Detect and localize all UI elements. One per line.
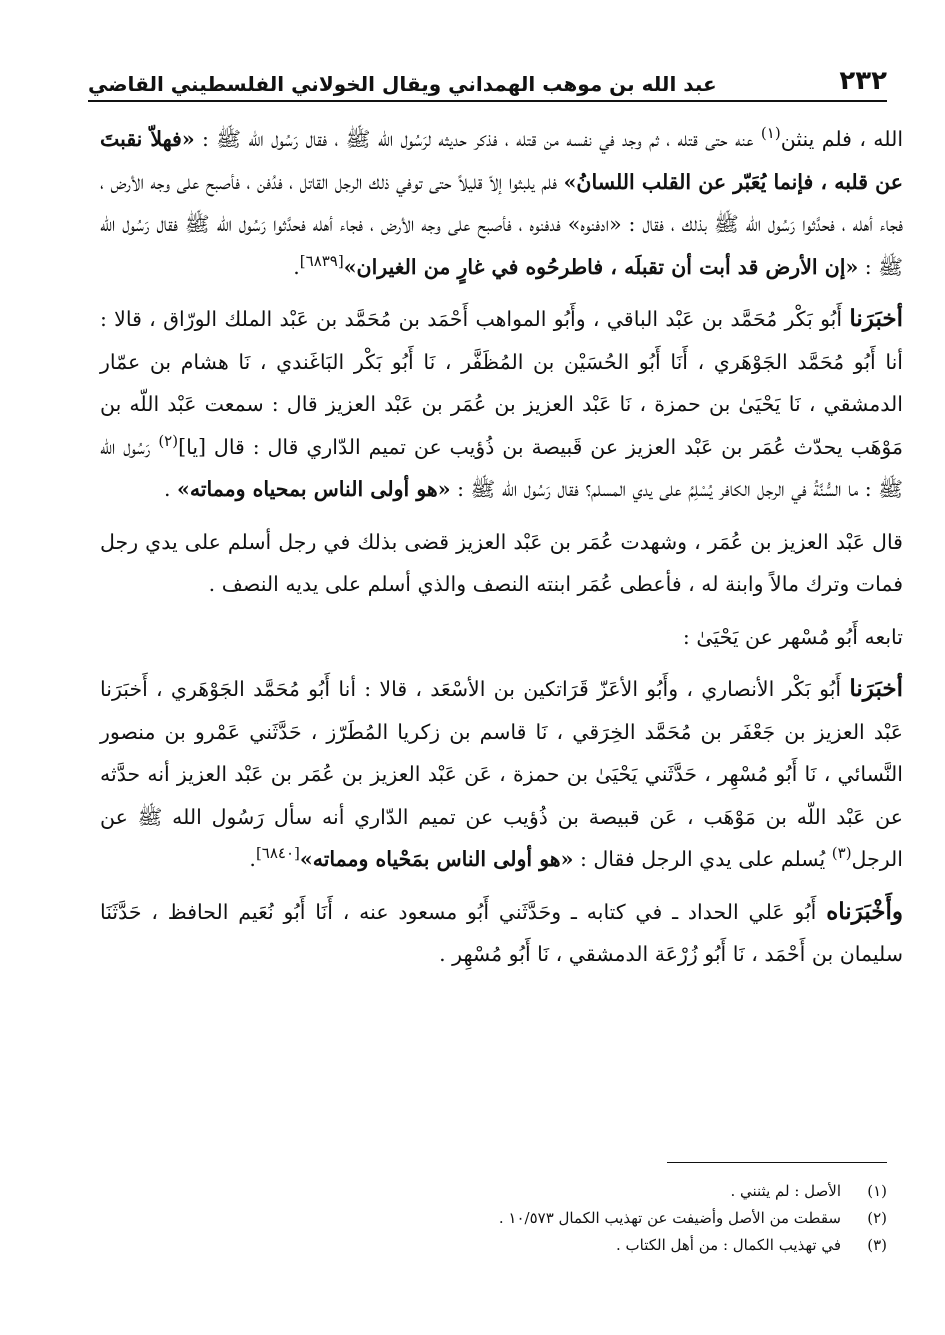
text-run: أَبُو بَكْر الأنصاري ، وأَبُو الأعَزّ قَرَاتكين بن الأسْعَد ، قالا : أنا أَبُو مُحَمَّد الجَوْهَري ، أَخبَرَنا عَبْد العزيز بن جَعْفَر بن مُحَمَّد الخِرَقي ، نَا قاسم بن زكريا المُطَرّز ، حَدَّثَني عَمْرو بن منصور النَّسائي ، نَا أَبُو مُسْهِر ، حَدَّثَني يَحْيَىٰ بن حمزة ، عَن عَبْد العزيز بن عُمَر بن عَبْد العزيز أنه حدَّثه عن عَبْد اللّه بن مَوْهَب ، عَن قبيصة بن ذُؤيب عن تميم الدّاري أنه سأل رَسُول الله ﷺ عن الرجل: [100, 677, 903, 871]
footnote-number: (٢): [867, 1209, 887, 1227]
page-number: ٢٣٢: [839, 66, 887, 96]
footnote: [100, 1178, 887, 1205]
paragraph: [100, 521, 903, 606]
footnote: [100, 1232, 887, 1259]
text-run: أَبُو بَكْر مُحَمَّد بن عَبْد الباقي ، وأَبُو المواهب أَحْمَد بن مُحَمَّد بن عَبْد الملك الورّاق ، قالا : أنا أَبُو مُحَمَّد الجَوْهَري ، أَنَا أَبُو الحُسَيْن بن المُظَفَّر ، نَا أَبُو بَكْر البَاغَندي ، نَا هشام بن عمّار الدمشقي ، نَا يَحْيَىٰ بن حمزة ، نَا عَبْد العزيز بن عُمَر بن عَبْد العزيز قال : سمعت عَبْد اللّه بن مَوْهَب يحدّث عُمَر بن عَبْد العزيز عن قَبيصة بن ذُؤيب عن تميم الدّاري قال : قال [يا]: [100, 307, 903, 459]
paragraph: [100, 118, 903, 288]
footnote-text: الأصل : لم يثنني .: [730, 1182, 841, 1200]
hadith-quote: «هو أولى الناس بمَحْياه ومماته»: [299, 847, 574, 871]
hadith-quote: «هو أولى الناس بمحياه ومماته»: [177, 477, 451, 501]
text-run: رَسُول الله ﷺ : ما السُّنَّةُ في الرجل الكافر يُسْلِمُ على يدي المسلم؟ فقال رَسُول الله ﷺ :: [100, 434, 903, 501]
text-run: عنه حتى قتله ، ثم وجد في نفسه من قتله ، فذكر حديثه لرَسُول الله ﷺ ، فقال رَسُول الله ﷺ :: [194, 127, 761, 151]
narration-keyword: أخبَرَنا: [849, 305, 903, 332]
hadith-quote: «إن الأرض قد أبت أن تقبلَه ، فاطرحُوه في غارٍ من الغيران»: [343, 254, 859, 279]
text-run: يُسلم على يدي الرجل فقال :: [573, 847, 832, 871]
page-header: [88, 52, 887, 102]
narration-keyword: وأَخْبَرَناه: [826, 897, 903, 925]
reference-marker: (٢): [158, 431, 179, 450]
reference-marker: [٦٨٤٠]: [255, 844, 300, 863]
text-run: الله ، فلم ينثن: [780, 127, 904, 151]
main-text: [100, 118, 903, 986]
running-title: عبد الله بن موهب الهمداني ويقال الخولاني الفلسطيني القاضي: [88, 72, 717, 96]
text-run: قال عَبْد العزيز بن عُمَر ، وشهدت عُمَر بن عَبْد العزيز قضى بذلك في رجل أسلم على يدي رجل فمات وترك مالاً وابنة له ، فأعطى عُمَر ابنته النصف والذي أسلم على يديه النصف .: [100, 529, 903, 596]
text-run: أَبُو عَلي الحداد ـ في كتابه ـ وحَدَّثَني أَبُو مسعود عنه ، أَنَا أَبُو نُعَيم الحافظ ، حَدَّثَنَا سليمان بن أَحْمَد ، نَا أَبُو زُرْعَة الدمشقي ، نَا أَبُو مُسْهِر .: [100, 899, 903, 966]
footnote-number: (١): [867, 1182, 887, 1200]
reference-marker: [٦٨٣٩]: [299, 251, 344, 270]
paragraph: [100, 668, 903, 881]
paragraph: [100, 891, 903, 976]
text-run: فلم يلبثوا إلاّ قليلاً حتى توفي ذلك الرجل القاتل ، فدُفن ، فأصبح على وجه الأرض ، فجاء أهله ، فحدَّثوا رَسُول الله ﷺ بذلك ، فقال : «ادفنوه» فدفنوه ، فأصبح على وجه الأرض ، فجاء أهله فحدَّثوا رَسُول الله ﷺ فقال رَسُول الله ﷺ :: [100, 169, 903, 279]
footnote: [100, 1205, 887, 1232]
footnote-separator: [667, 1162, 887, 1163]
paragraph: [100, 298, 903, 511]
footnotes: [100, 1178, 887, 1259]
text-run: .: [293, 254, 300, 279]
footnote-text: في تهذيب الكمال : من أهل الكتاب .: [615, 1236, 841, 1254]
paragraph: [100, 616, 903, 659]
footnote-text: سقطت من الأصل وأضيفت عن تهذيب الكمال ١٠/٥٧٣ .: [498, 1209, 841, 1227]
reference-marker: (٣): [831, 844, 852, 863]
text-run: .: [163, 477, 178, 501]
hadith-quote: «فهلاّ نقبتَ عن قلبه ، فإنما يُعَبّر عن القلب اللسانُ»: [100, 127, 903, 194]
narration-keyword: أخبَرَنا: [849, 675, 903, 702]
footnote-number: (٣): [867, 1236, 887, 1254]
text-run: .: [249, 847, 256, 871]
reference-marker: (١): [760, 124, 781, 143]
text-run: تابعه أَبُو مُسْهر عن يَحْيَىٰ :: [682, 624, 903, 649]
